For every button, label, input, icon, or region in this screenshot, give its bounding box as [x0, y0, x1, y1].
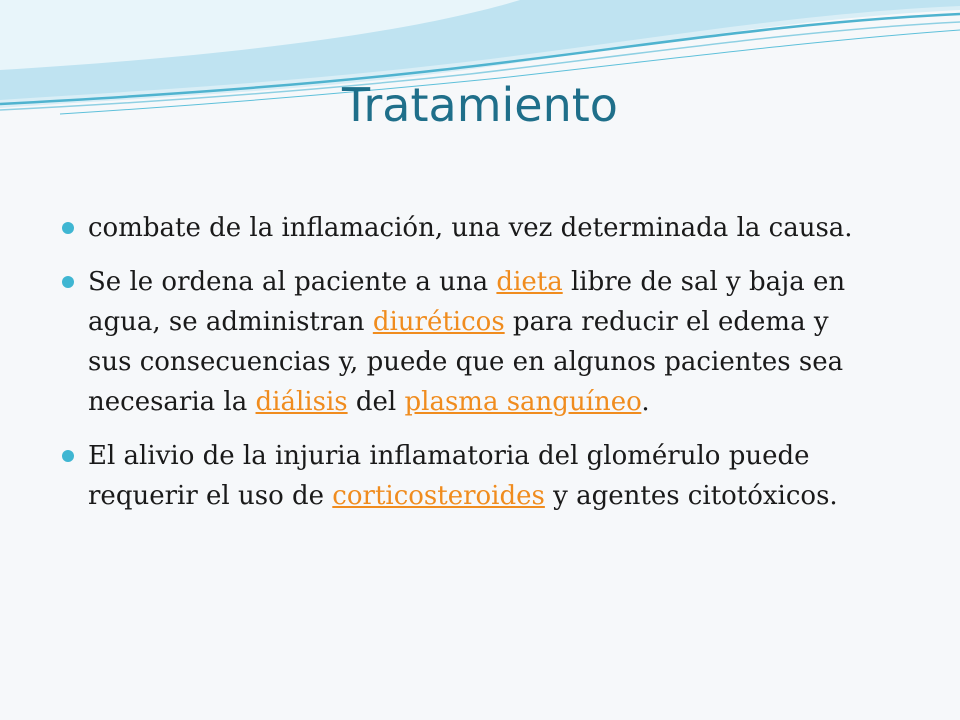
- link-diureticos[interactable]: diuréticos: [372, 307, 505, 337]
- link-dieta[interactable]: dieta: [496, 267, 563, 297]
- bullet-text: para reducir el edema y sus consecuencias y, puede que en algunos pacientes sea necesaria la: [88, 307, 844, 417]
- bullet-text: del: [347, 387, 405, 417]
- bullet-text: El alivio de la injuria inflamatoria del glomérulo puede requerir el uso de: [88, 441, 810, 511]
- bullet-text: Se le ordena al paciente a una: [88, 267, 497, 297]
- bullet-dot-icon: [62, 222, 74, 234]
- bullet-text: .: [641, 387, 650, 417]
- bullet-text: libre de sal y baja en agua, se administran: [88, 267, 846, 337]
- bullet-item: [60, 436, 860, 516]
- bullet-text: y agentes citotóxicos.: [544, 481, 838, 511]
- bullet-dot-icon: [62, 276, 74, 288]
- bullet-text: combate de la inflamación, una vez determinada la causa.: [88, 213, 853, 243]
- bullet-item: [60, 208, 860, 248]
- bullet-dot-icon: [62, 450, 74, 462]
- slide-title: Tratamiento: [342, 78, 618, 132]
- bullet-list: [60, 208, 860, 530]
- link-plasma-sanguineo[interactable]: plasma sanguíneo: [404, 387, 642, 417]
- link-dialisis[interactable]: diálisis: [255, 387, 348, 417]
- link-corticosteroides[interactable]: corticosteroides: [332, 481, 545, 511]
- bullet-item: [60, 262, 860, 422]
